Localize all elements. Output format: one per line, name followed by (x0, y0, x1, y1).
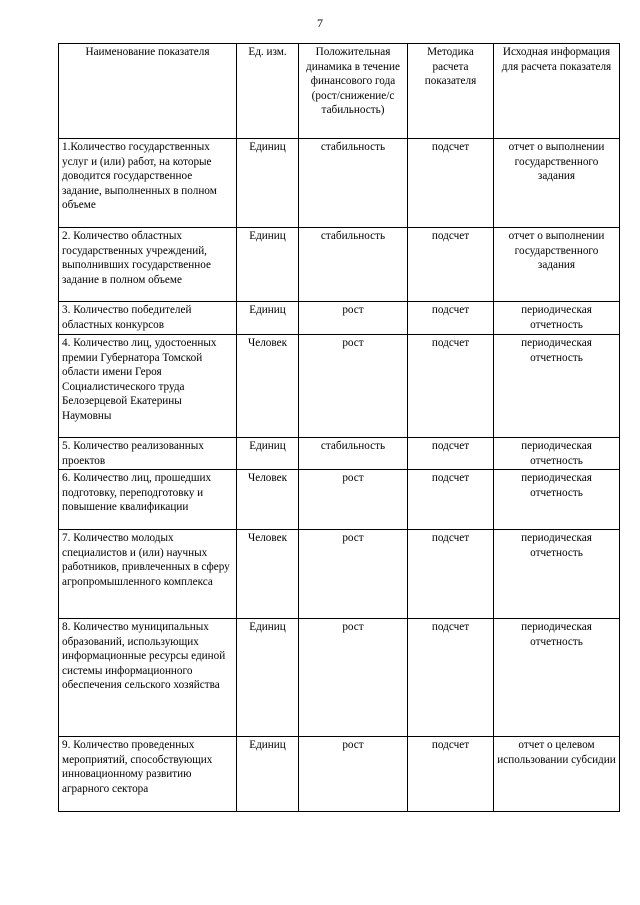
cell-source: периодическая отчетность (494, 335, 620, 438)
cell-source: периодическая отчетность (494, 438, 620, 470)
cell-name: 8. Количество муниципальных образований, использующих информационные ресурсы единой системы информационного обеспечения сельского хозяйства (59, 619, 237, 737)
cell-unit: Единиц (237, 737, 299, 812)
cell-method: подсчет (408, 228, 494, 302)
cell-dynamics: стабильность (299, 139, 408, 228)
header-source: Исходная информация для расчета показателя (494, 44, 620, 139)
cell-dynamics: стабильность (299, 228, 408, 302)
cell-method: подсчет (408, 139, 494, 228)
cell-method: подсчет (408, 470, 494, 530)
cell-unit: Человек (237, 530, 299, 619)
table-row (59, 228, 620, 302)
cell-name: 4. Количество лиц, удостоенных премии Губернатора Томской области имени Героя Социалистического труда Белозерцевой Екатерины Наумовны (59, 335, 237, 438)
cell-source: отчет о выполнении государственного задания (494, 228, 620, 302)
page-number: 7 (317, 16, 323, 30)
cell-method: подсчет (408, 335, 494, 438)
table-row (59, 302, 620, 335)
cell-name: 7. Количество молодых специалистов и (или) научных работников, привлеченных в сферу агропромышленного комплекса (59, 530, 237, 619)
cell-source: периодическая отчетность (494, 619, 620, 737)
table-row (59, 335, 620, 438)
cell-name: 5. Количество реализованных проектов (59, 438, 237, 470)
cell-name: 1.Количество государственных услуг и (или) работ, на которые доводится государственное задание, выполненных в полном объеме (59, 139, 237, 228)
table-row (59, 438, 620, 470)
cell-name: 3. Количество победителей областных конкурсов (59, 302, 237, 335)
header-dynamics: Положительная динамика в течение финансового года (рост/снижение/с табильность) (299, 44, 408, 139)
cell-source: отчет о целевом использовании субсидии (494, 737, 620, 812)
cell-name: 2. Количество областных государственных учреждений, выполнивших государственное задание в полном объеме (59, 228, 237, 302)
header-unit: Ед. изм. (237, 44, 299, 139)
cell-method: подсчет (408, 438, 494, 470)
cell-dynamics: рост (299, 470, 408, 530)
indicators-table (58, 43, 620, 812)
cell-unit: Единиц (237, 619, 299, 737)
cell-method: подсчет (408, 530, 494, 619)
cell-dynamics: рост (299, 619, 408, 737)
cell-source: периодическая отчетность (494, 530, 620, 619)
cell-source: периодическая отчетность (494, 302, 620, 335)
cell-method: подсчет (408, 619, 494, 737)
cell-source: отчет о выполнении государственного задания (494, 139, 620, 228)
cell-unit: Единиц (237, 438, 299, 470)
table-row (59, 619, 620, 737)
header-method: Методика расчета показателя (408, 44, 494, 139)
cell-dynamics: рост (299, 530, 408, 619)
table-row (59, 530, 620, 619)
table-row (59, 470, 620, 530)
table-row (59, 737, 620, 812)
cell-unit: Человек (237, 335, 299, 438)
cell-name: 6. Количество лиц, прошедших подготовку, переподготовку и повышение квалификации (59, 470, 237, 530)
cell-unit: Единиц (237, 302, 299, 335)
cell-method: подсчет (408, 302, 494, 335)
cell-dynamics: рост (299, 737, 408, 812)
cell-method: подсчет (408, 737, 494, 812)
table-header-row (59, 44, 620, 139)
cell-dynamics: рост (299, 302, 408, 335)
cell-dynamics: рост (299, 335, 408, 438)
cell-dynamics: стабильность (299, 438, 408, 470)
cell-source: периодическая отчетность (494, 470, 620, 530)
table-row (59, 139, 620, 228)
cell-unit: Единиц (237, 139, 299, 228)
cell-unit: Единиц (237, 228, 299, 302)
cell-name: 9. Количество проведенных мероприятий, способствующих инновационному развитию аграрного сектора (59, 737, 237, 812)
cell-unit: Человек (237, 470, 299, 530)
header-name: Наименование показателя (59, 44, 237, 139)
